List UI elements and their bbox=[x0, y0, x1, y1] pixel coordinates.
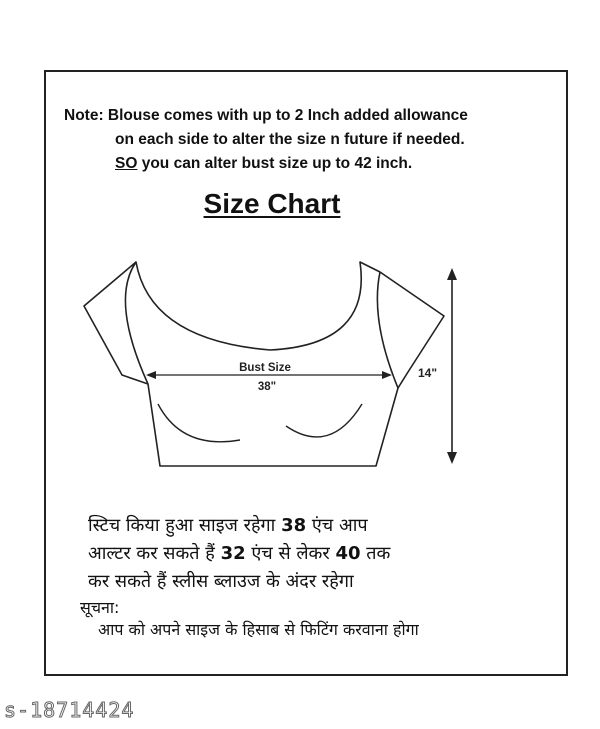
note-line-2: on each side to alter the size n future if needed. bbox=[115, 131, 465, 148]
bust-size-value: 38" bbox=[257, 381, 277, 393]
note-line-3-rest: you can alter bust size up to 42 inch. bbox=[137, 155, 413, 172]
bust-size-label: Bust Size bbox=[239, 362, 291, 374]
sku-watermark: s-18714424 bbox=[4, 698, 135, 722]
hindi-instructions bbox=[88, 512, 558, 596]
size-chart-title: Size Chart bbox=[203, 188, 341, 219]
notice-label: सूचना: bbox=[80, 598, 120, 617]
hindi-line-2: आल्टर कर सकते हैं 32 एंच से लेकर 40 तक bbox=[88, 543, 391, 564]
note-so: SO bbox=[115, 155, 138, 172]
hindi-line-1: स्टिच किया हुआ साइज रहेगा 38 एंच आप bbox=[88, 515, 368, 536]
notice-text: आप को अपने साइज के हिसाब से फिटिंग करवाना होगा bbox=[98, 620, 419, 639]
hindi-line-3: कर सकते हैं स्लीस ब्लाउज के अंदर रहेगा bbox=[88, 571, 354, 592]
length-value: 14" bbox=[418, 366, 438, 380]
note-line-1: Note: Blouse comes with up to 2 Inch added allowance bbox=[64, 107, 468, 124]
